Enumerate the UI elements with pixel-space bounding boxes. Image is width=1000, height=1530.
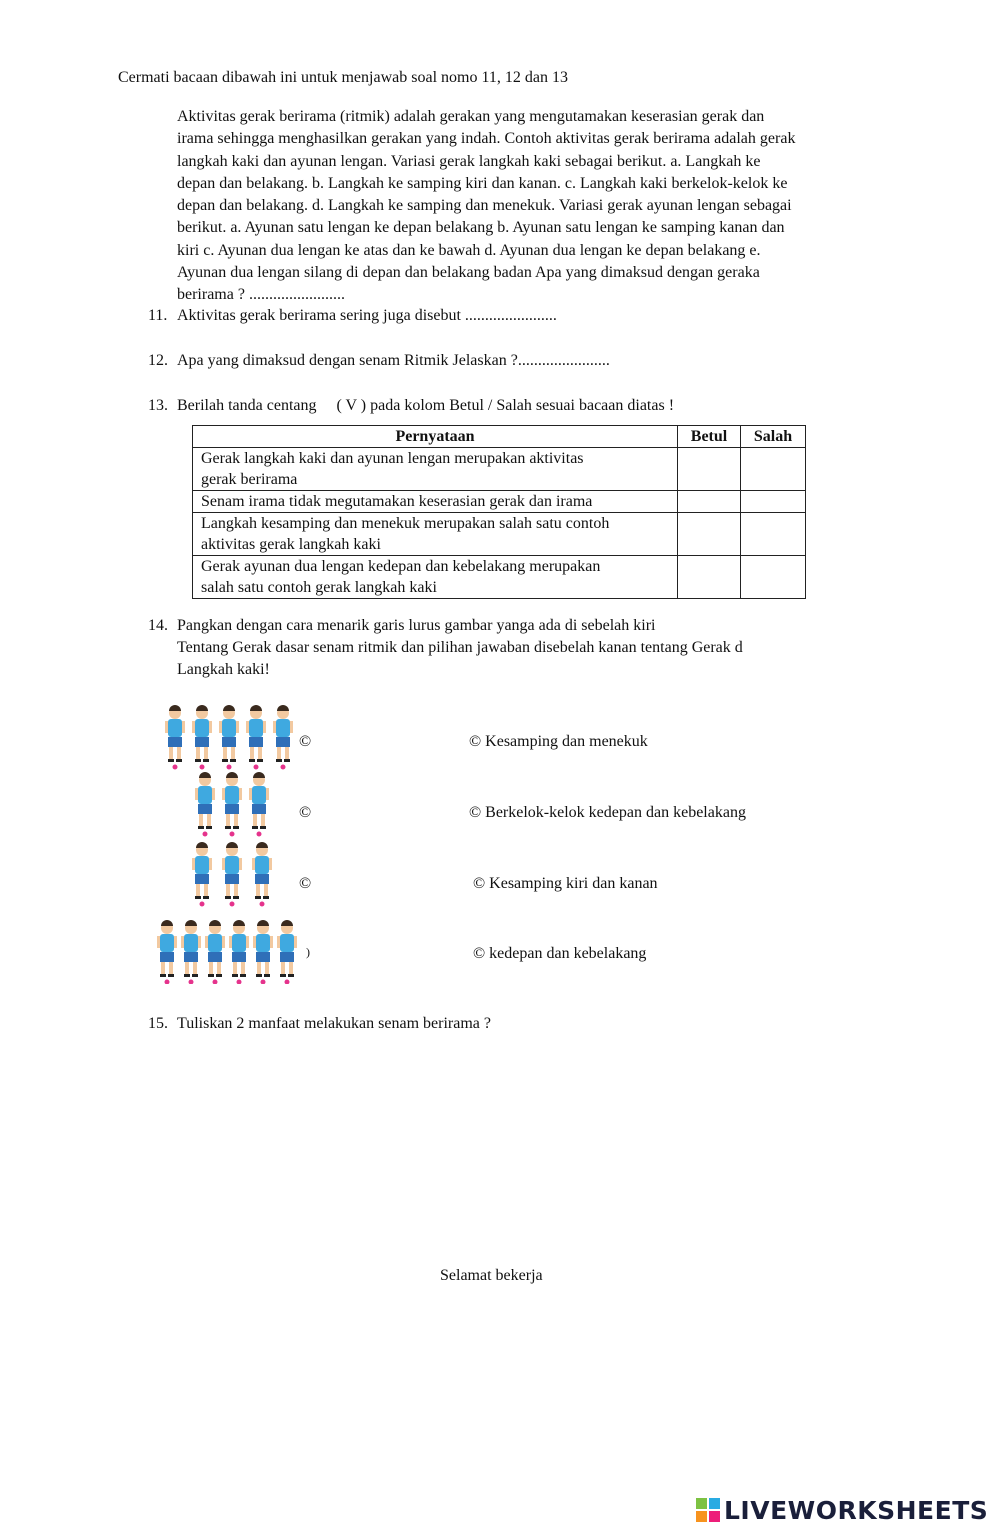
passage-line: berirama ? ........................ — [177, 286, 345, 304]
figure-row-2[interactable] — [190, 770, 280, 838]
step-dot — [237, 980, 242, 985]
child-figure — [181, 920, 201, 984]
child-figure — [195, 772, 215, 837]
step-dot — [200, 765, 205, 770]
match-mark-left[interactable]: © — [299, 804, 312, 821]
passage-line: langkah kaki dan ayunan lengan. Variasi gerak langkah kaki sebagai berikut. a. Langkah ke — [177, 152, 761, 170]
answer-option[interactable]: © kedepan dan kebelakang — [473, 945, 647, 962]
salah-cell[interactable] — [741, 491, 806, 513]
step-dot — [261, 980, 266, 985]
header-pernyataan: Pernyataan — [193, 426, 678, 448]
salah-cell[interactable] — [741, 448, 806, 491]
match-mark-left[interactable]: ) — [306, 945, 310, 959]
step-dot — [254, 765, 259, 770]
table-row — [193, 491, 806, 513]
intro-text: Cermati bacaan dibawah ini untuk menjawab soal nomo 11, 12 dan 13 — [118, 69, 568, 86]
child-figure — [253, 920, 273, 984]
step-dot — [213, 980, 218, 985]
footer-text: Selamat bekerja — [440, 1267, 543, 1284]
question-number: 11. — [148, 307, 168, 324]
question-text: Apa yang dimaksud dengan senam Ritmik Jelaskan ?....................... — [177, 352, 610, 369]
logo-text: LIVEWORKSHEETS — [724, 1495, 989, 1525]
question-11 — [148, 307, 848, 329]
question-text: Tentang Gerak dasar senam ritmik dan pilihan jawaban disebelah kanan tentang Gerak d — [177, 639, 743, 656]
betul-cell[interactable] — [678, 513, 741, 556]
child-figure — [157, 920, 177, 984]
figure-row-3[interactable] — [190, 840, 280, 912]
question-text: Langkah kaki! — [177, 661, 270, 678]
step-dot — [285, 980, 290, 985]
passage-line: depan dan belakang. b. Langkah ke samping kiri dan kanan. c. Langkah kaki berkelok-kelok ke — [177, 174, 788, 192]
reading-passage — [177, 106, 877, 307]
step-dot — [165, 980, 170, 985]
child-figure — [252, 842, 272, 907]
question-number: 15. — [148, 1015, 168, 1032]
passage-line: berikut. a. Ayunan satu lengan ke depan belakang b. Ayunan satu lengan ke samping kanan dan — [177, 219, 785, 237]
header-betul: Betul — [678, 426, 741, 448]
question-text: Aktivitas gerak berirama sering juga disebut ....................... — [177, 307, 557, 324]
child-figure — [277, 920, 297, 984]
child-figure — [229, 920, 249, 984]
betul-cell[interactable] — [678, 448, 741, 491]
question-12 — [148, 352, 848, 374]
statement-cell: Senam irama tidak megutamakan keserasian gerak dan irama — [193, 491, 678, 513]
question-number: 13. — [148, 397, 168, 414]
answer-option[interactable]: © Berkelok-kelok kedepan dan kebelakang — [469, 804, 746, 821]
child-figure — [205, 920, 225, 984]
step-dot — [200, 902, 205, 907]
question-15 — [148, 1015, 848, 1037]
passage-line: Ayunan dua lengan silang di depan dan belakang badan Apa yang dimaksud dengan geraka — [177, 264, 760, 282]
step-dot — [173, 765, 178, 770]
betul-cell[interactable] — [678, 556, 741, 599]
table-header-row — [193, 426, 806, 448]
passage-line: kiri c. Ayunan dua lengan ke atas dan ke bawah d. Ayunan dua lengan ke depan belakang e. — [177, 241, 761, 259]
question-text: Tuliskan 2 manfaat melakukan senam berirama ? — [177, 1015, 491, 1032]
logo-icon — [696, 1498, 720, 1522]
child-figure — [222, 772, 242, 837]
question-text: Pangkan dengan cara menarik garis lurus gambar yanga ada di sebelah kiri — [177, 617, 656, 634]
statement-table — [192, 425, 806, 599]
step-dot — [260, 902, 265, 907]
step-dot — [281, 765, 286, 770]
statement-cell: Langkah kesamping dan menekuk merupakan salah satu contoh aktivitas gerak langkah kaki — [193, 513, 678, 556]
table-row — [193, 513, 806, 556]
question-number: 12. — [148, 352, 168, 369]
passage-line: depan dan belakang. d. Langkah ke samping dan menekuk. Variasi gerak ayunan lengan sebagai — [177, 197, 792, 215]
question-number: 14. — [148, 617, 168, 634]
child-figure — [246, 705, 266, 770]
salah-cell[interactable] — [741, 513, 806, 556]
answer-option[interactable]: © Kesamping kiri dan kanan — [473, 875, 658, 892]
question-text: Berilah tanda centang ( V ) pada kolom Betul / Salah sesuai bacaan diatas ! — [177, 397, 675, 414]
match-mark-left[interactable]: © — [299, 875, 312, 892]
question-13 — [148, 397, 848, 419]
figure-row-4[interactable] — [155, 918, 305, 984]
child-figure — [192, 842, 212, 907]
child-figure — [165, 705, 185, 770]
step-dot — [203, 832, 208, 837]
child-figure — [222, 842, 242, 907]
child-figure — [249, 772, 269, 837]
answer-option[interactable]: © Kesamping dan menekuk — [469, 733, 648, 750]
step-dot — [189, 980, 194, 985]
step-dot — [257, 832, 262, 837]
step-dot — [230, 832, 235, 837]
step-dot — [230, 902, 235, 907]
figure-row-1[interactable] — [160, 703, 300, 775]
salah-cell[interactable] — [741, 556, 806, 599]
passage-line: irama sehingga menghasilkan gerakan yang indah. Contoh aktivitas gerak berirama adalah gerak — [177, 130, 796, 148]
header-salah: Salah — [741, 426, 806, 448]
child-figure — [219, 705, 239, 770]
child-figure — [192, 705, 212, 770]
table-row — [193, 448, 806, 491]
question-14 — [148, 617, 868, 683]
table-row — [193, 556, 806, 599]
betul-cell[interactable] — [678, 491, 741, 513]
child-figure — [273, 705, 293, 770]
liveworksheets-logo — [696, 1494, 988, 1526]
match-mark-left[interactable]: © — [299, 733, 312, 750]
statement-cell: Gerak ayunan dua lengan kedepan dan kebelakang merupakan salah satu contoh gerak langkah kaki — [193, 556, 678, 599]
statement-cell: Gerak langkah kaki dan ayunan lengan merupakan aktivitas gerak berirama — [193, 448, 678, 491]
step-dot — [227, 765, 232, 770]
passage-line: Aktivitas gerak berirama (ritmik) adalah gerakan yang mengutamakan keserasian gerak dan — [177, 108, 765, 125]
